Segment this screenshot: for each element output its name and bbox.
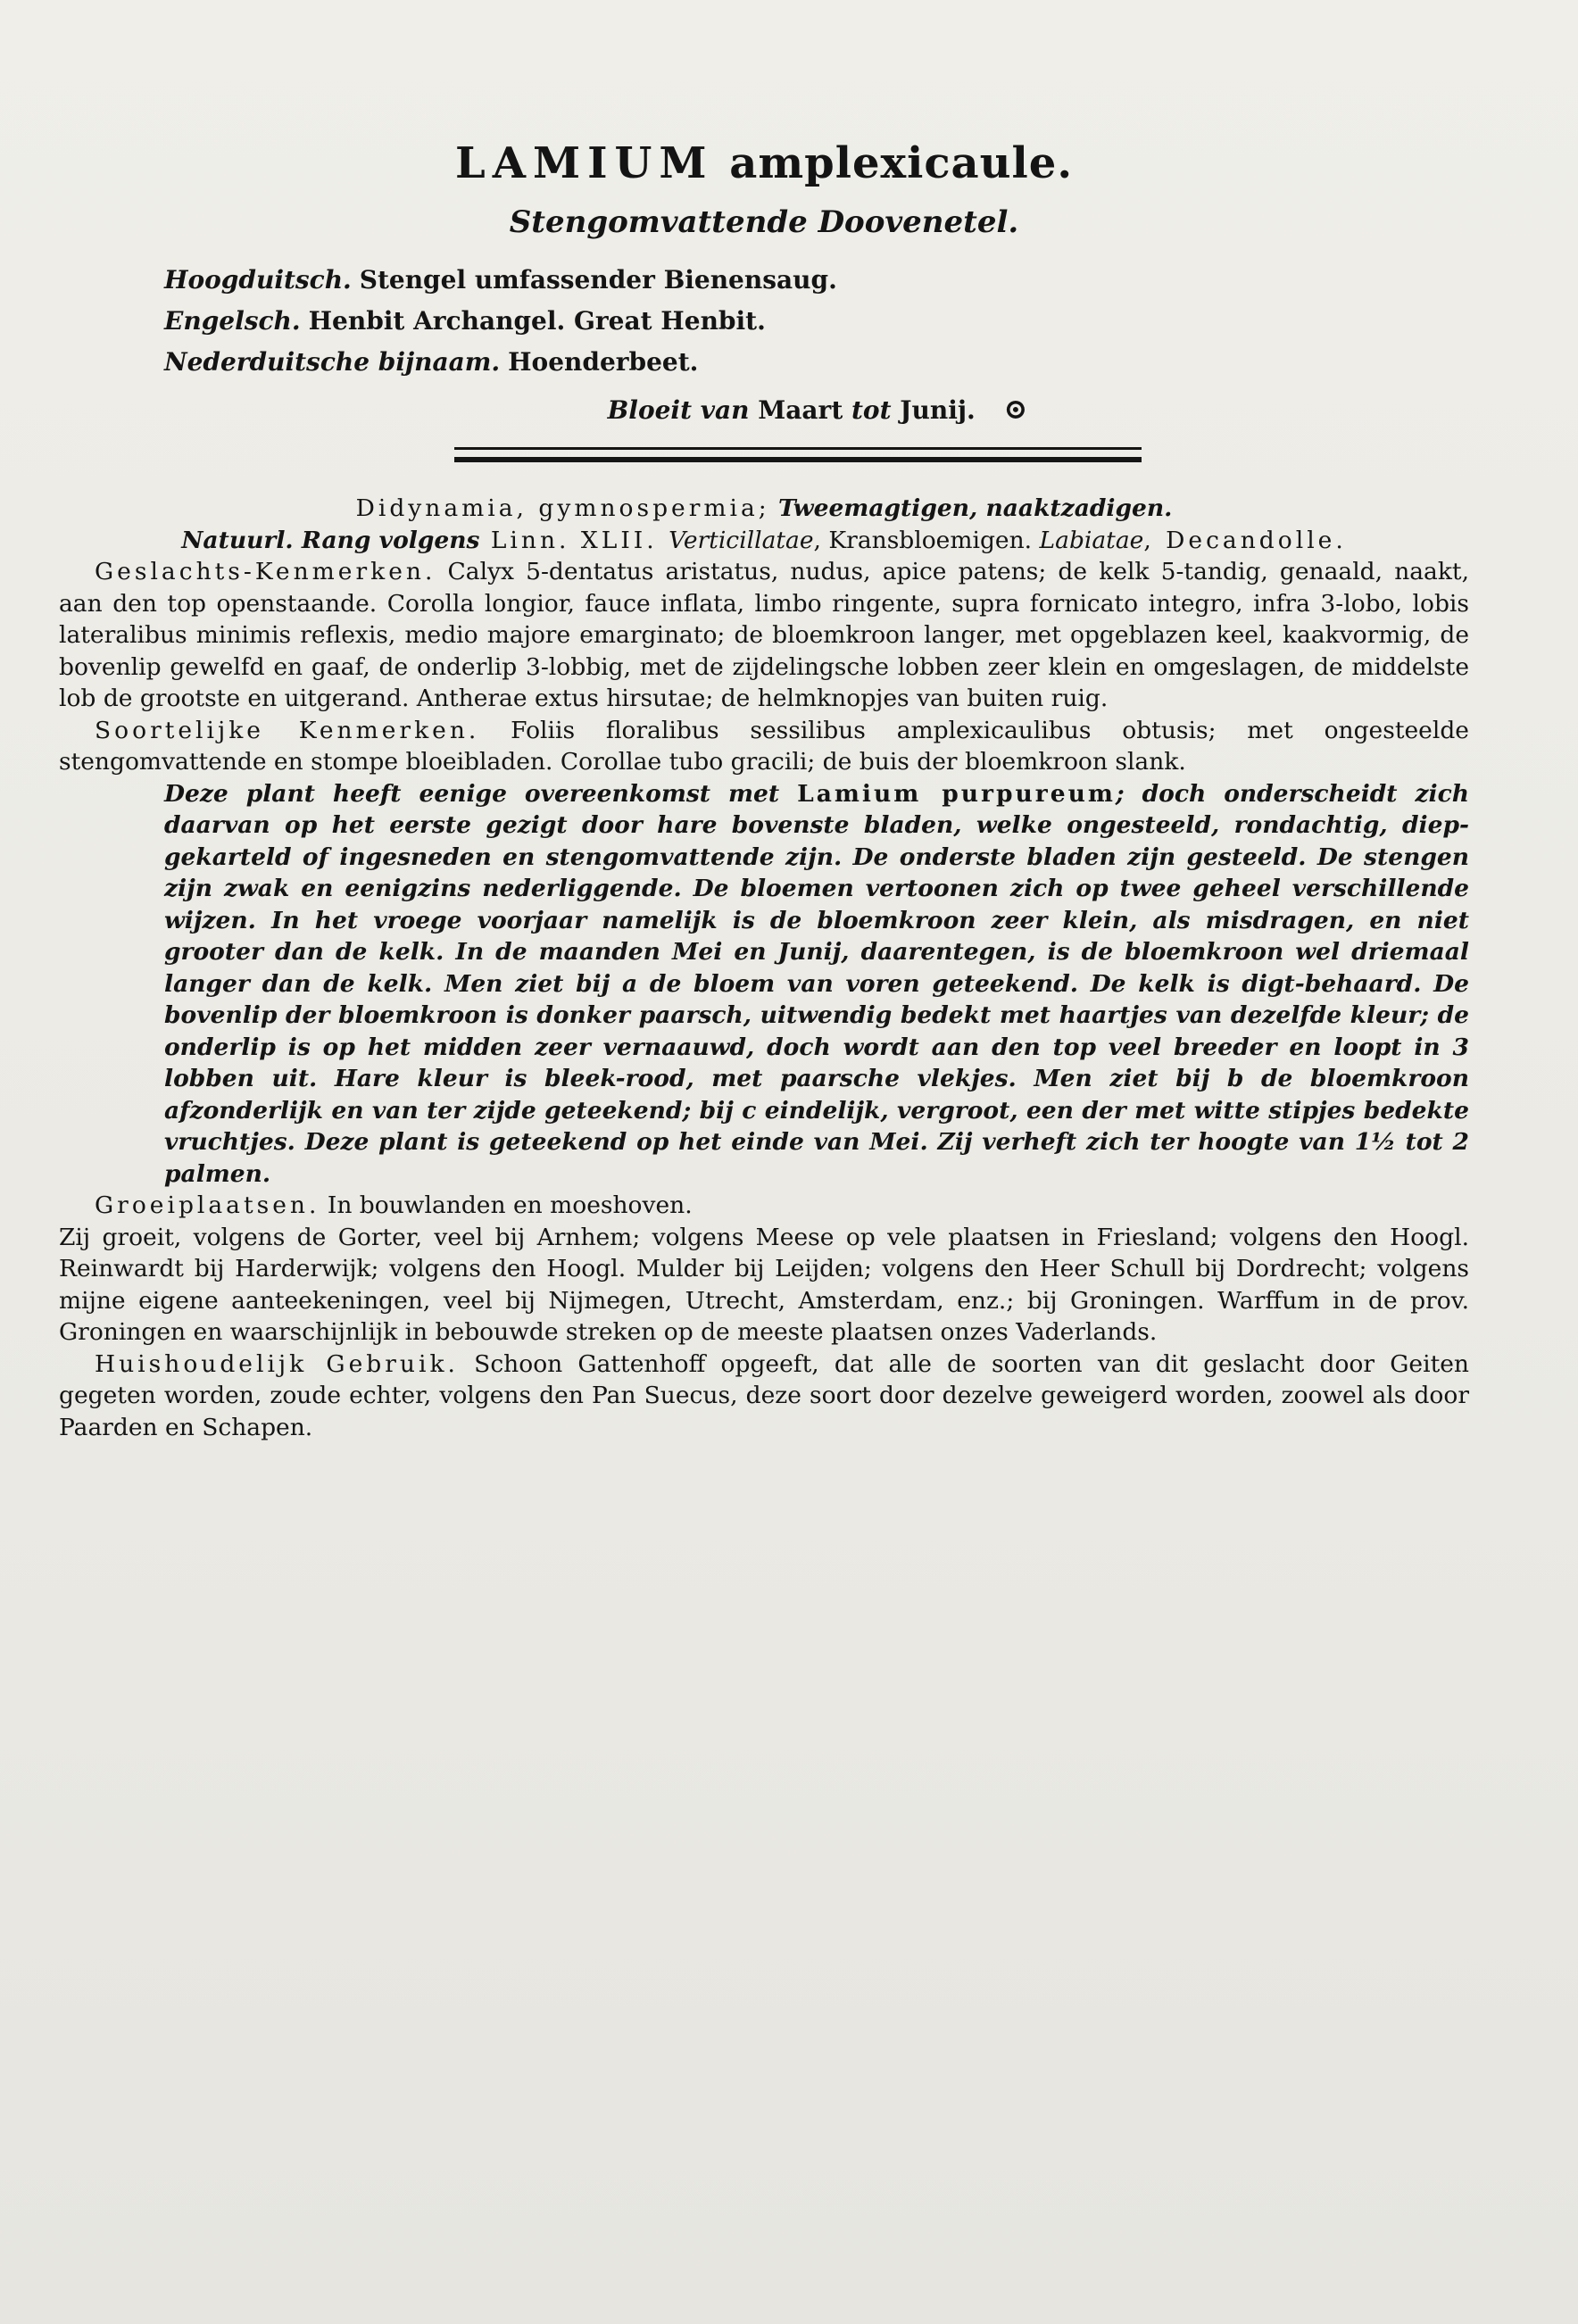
flowering-period bbox=[59, 392, 1469, 426]
household-use bbox=[59, 1349, 1469, 1444]
title-genus: LAMIUM bbox=[454, 138, 714, 188]
common-name-german bbox=[164, 260, 1469, 301]
common-name-english bbox=[164, 301, 1469, 342]
bloom-word: tot bbox=[843, 395, 901, 425]
section-text: Schoon Gattenhoff opgeeft, dat alle de soorten van dit geslacht door Geiten gegeten worden, zoude echter, volgens den Pan Suecus, deze soort door dezelve geweigerd worden, zoowel als door Paarden en Schapen. bbox=[59, 1349, 1469, 1441]
section-text: Calyx 5-dentatus aristatus, nudus, apice patens; de kelk 5-tandig, genaald, naakt, aan den top openstaande. Corolla longior, fauce inflata, limbo ringente, supra fornicato integro, infra 3-lobo, lobis lateralibus minimis reflexis, medio majore emarginato; de bloemkroon langer, met opgeblazen keel, kaakvormig, de bovenlip gewelfd en gaaf, de onderlip 3-lobbig, met de zijdelingsche lobben zeer klein en omgeslagen, de middelste lob de grootste en uitgerand. Antherae extus hirsutae; de helmknopjes van buiten ruig. bbox=[59, 558, 1469, 712]
bloom-word: Bloeit bbox=[607, 395, 693, 425]
localities: Zij groeit, volgens de Gorter, veel bij Arnhem; volgens Meese op vele plaatsen in Friesland; volgens den Hoogl. Reinwardt bij Harderwijk; volgens den Hoogl. Mulder bij Leijden; volgens den Heer Schull bij Dordrecht; volgens mijne eigene aanteekeningen, veel bij Nijmegen, Utrecht, Amsterdam, enz.; bij Groningen. Warffum in de prov. Groningen en waarschijnlijk in bebouwde streken op de meeste plaatsen onzes Vaderlands. bbox=[59, 1223, 1469, 1346]
double-rule-divider bbox=[454, 447, 1142, 462]
habitat bbox=[59, 1190, 1469, 1222]
class-line bbox=[59, 493, 1469, 525]
order-family: Labiatae bbox=[1039, 526, 1144, 554]
description-text: Deze plant heeft eenige overeenkomst met bbox=[164, 779, 798, 808]
section-heading: Soortelijke Kenmerken. bbox=[95, 716, 480, 744]
common-name-label: Engelsch. bbox=[164, 306, 301, 336]
bloom-word: van bbox=[692, 395, 759, 425]
common-name-label: Hoogduitsch. bbox=[164, 265, 352, 295]
main-text bbox=[59, 493, 1469, 1443]
genus-characteristics bbox=[59, 556, 1469, 715]
section-text: Foliis floralibus sessilibus amplexicaulibus obtusis; met ongesteelde stengomvattende en stompe bloeibladen. Corollae tubo gracili; de buis der bloemkroon slank. bbox=[59, 716, 1469, 776]
common-name-value: Hoenderbeet. bbox=[508, 347, 699, 377]
description-species-ref: Lamium purpureum bbox=[797, 779, 1116, 808]
section-text: In bouwlanden en moeshoven. bbox=[320, 1191, 693, 1219]
page-content bbox=[59, 125, 1469, 1443]
common-name-value: Stengel umfassender Bienensaug. bbox=[359, 265, 837, 295]
class-dutch: Tweemagtigen, naaktzadigen. bbox=[769, 494, 1173, 522]
order-dutch: , Kransbloemigen. bbox=[813, 526, 1040, 554]
plant-description bbox=[59, 778, 1469, 1191]
dutch-name: Stengomvattende Doovenetel. bbox=[509, 204, 1019, 240]
section-heading: Geslachts-Kenmerken. bbox=[95, 558, 436, 585]
common-name-value: Henbit Archangel. Great Henbit. bbox=[308, 306, 766, 336]
order-author: , Decandolle. bbox=[1143, 526, 1347, 554]
order-line bbox=[59, 525, 1469, 557]
class-latin: Didynamia, gymnospermia; bbox=[355, 494, 770, 522]
common-name-local bbox=[164, 342, 1469, 383]
title-species: amplexicaule. bbox=[729, 138, 1074, 188]
bloom-month-end: Junij. bbox=[900, 395, 976, 425]
annual-plant-icon: ⊙ bbox=[1003, 392, 1028, 426]
page-title bbox=[59, 138, 1469, 188]
section-heading: Huishoudelijk Gebruik. bbox=[95, 1349, 459, 1378]
order-latin: Verticillatae bbox=[669, 526, 814, 554]
species-characteristics bbox=[59, 715, 1469, 778]
common-names bbox=[164, 260, 1469, 383]
order-linnaeus: Linn. XLII. bbox=[479, 526, 669, 554]
common-name-label: Nederduitsche bijnaam. bbox=[164, 347, 501, 377]
order-label: Natuurl. Rang volgens bbox=[181, 526, 480, 554]
section-heading: Groeiplaatsen. bbox=[95, 1191, 320, 1219]
bloom-month-start: Maart bbox=[758, 395, 843, 425]
description-text: ; doch onderscheidt zich daarvan op het eerste gezigt door hare bovenste bladen, welke ongesteeld, rondachtig, diep-gekarteld of ingesneden en stengomvattende zijn. De onderste bladen zijn gesteeld. De stengen zijn zwak en eenigzins nederliggende. De bloemen vertoonen zich op twee geheel verschillende wijzen. In het vroege voorjaar namelijk is de bloemkroon zeer klein, als misdragen, en niet grooter dan de kelk. In de maanden Mei en Junij, daarentegen, is de bloemkroon wel driemaal langer dan de kelk. Men ziet bij a de bloem van voren geteekend. De kelk is digt-behaard. De bovenlip der bloemkroon is donker paarsch, uitwendig bedekt met haartjes van dezelfde kleur; de onderlip is op het midden zeer vernaauwd, doch wordt aan den top veel breeder en loopt in 3 lobben uit. Hare kleur is bleek-rood, met paarsche vlekjes. Men ziet bij b de bloemkroon afzonderlijk en van ter zijde geteekend; bij c eindelijk, vergroot, een der met witte stipjes bedekte vruchtjes. Deze plant is geteekend op het einde van Mei. Zij verheft zich ter hoogte van 1½ tot 2 palmen. bbox=[164, 779, 1469, 1188]
